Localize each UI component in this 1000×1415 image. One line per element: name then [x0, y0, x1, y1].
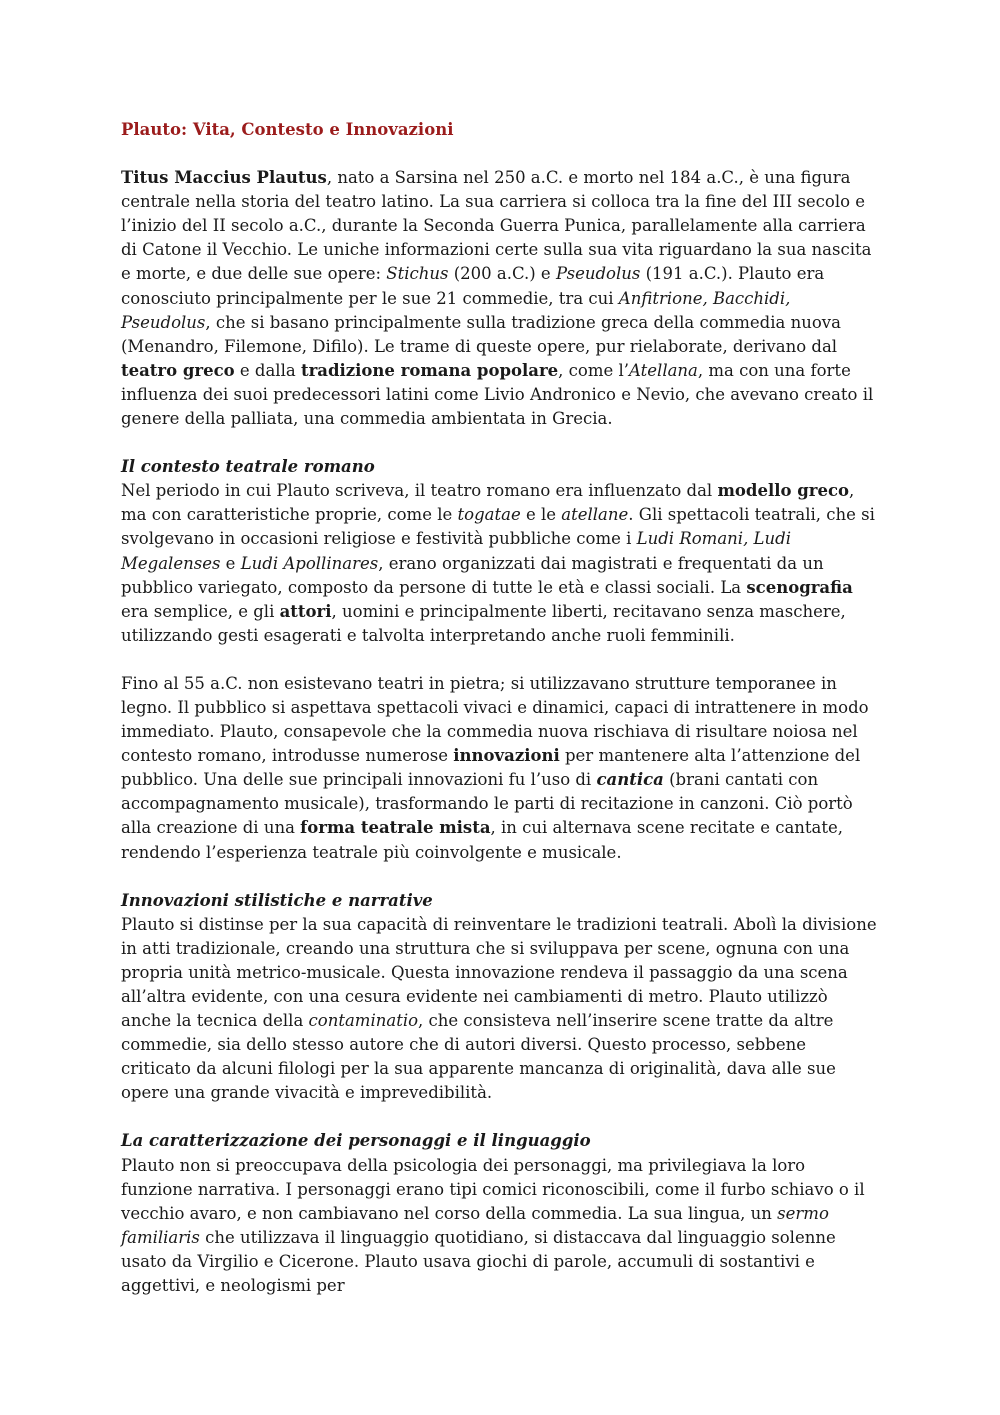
- italic-term: sermo familiaris: [121, 1203, 829, 1247]
- text-span: Plauto si distinse per la sua capacità di reinventare le tradizioni teatrali. Abolì la divisione in atti tradizionale, creando una struttura che si sviluppava per scene, ognuna con una propria unità metrico-musicale. Questa innovazione rendeva il passaggio da una scena all’altra evidente, con una cesura evidente nei cambiamenti di metro. Plauto utilizzò anche la tecnica della: [121, 914, 877, 1031]
- text-span: , erano organizzati dai magistrati e frequentati da un pubblico variegato, composto da persone di tutte le età e classi sociali. La: [121, 553, 824, 597]
- text-span: . Gli spettacoli teatrali, che si svolgevano in occasioni religiose e festività pubbliche come i: [121, 505, 875, 549]
- bold-term: forma teatrale mista: [300, 818, 491, 838]
- text-span: Nel periodo in cui Plauto scriveva, il teatro romano era influenzato dal: [121, 481, 718, 501]
- section1-paragraph-1: [121, 479, 881, 648]
- text-span: era semplice, e gli: [121, 601, 280, 621]
- section-heading-contesto: Il contesto teatrale romano: [121, 457, 375, 477]
- text-span: , in cui alternava scene recitate e cantate, rendendo l’esperienza teatrale più coinvolgente e musicale.: [121, 818, 844, 862]
- bold-term: attori: [279, 601, 332, 621]
- text-span: , ma con una forte influenza dei suoi predecessori latini come Livio Andronico e Nevio, che avevano creato il genere della palliata, una commedia ambientata in Grecia.: [121, 360, 874, 429]
- text-span: e le: [520, 505, 562, 525]
- work-title: Pseudolus: [555, 264, 641, 284]
- text-span: , che consisteva nell’inserire scene tratte da altre commedie, sia dello stesso autore che di autori diversi. Questo processo, sebbene criticato da alcuni filologi per la sua apparente mancanza di originalità, dava alle sue opere una grande vivacità e imprevedibilità.: [121, 1011, 836, 1103]
- author-name: Titus Maccius Plautus: [121, 168, 327, 188]
- text-span: per mantenere alta l’attenzione del pubblico. Una delle sue principali innovazioni fu l’uso di: [121, 746, 861, 790]
- italic-term: Atellana: [629, 360, 698, 380]
- text-span: (200 a.C.) e: [448, 264, 556, 284]
- text-span: Fino al 55 a.C. non esistevano teatri in pietra; si utilizzavano strutture temporanee in legno. Il pubblico si aspettava spettacoli vivaci e dinamici, capaci di intrattenere in modo immediato. Plauto, consapevole che la commedia nuova rischiava di risultare noiosa nel contesto romano, introdusse numerose: [121, 673, 869, 766]
- section3-paragraph-1: [121, 1154, 881, 1299]
- text-span: , come l’: [558, 360, 630, 380]
- document-page: [121, 118, 881, 1322]
- italic-term: togatae: [457, 505, 521, 525]
- bold-italic-term: cantica: [596, 770, 664, 790]
- bold-term: tradizione romana popolare: [300, 360, 559, 380]
- document-title: Plauto: Vita, Contesto e Innovazioni: [121, 120, 454, 139]
- text-span: , che si basano principalmente sulla tradizione greca della commedia nuova (Menandro, Filemone, Difilo). Le trame di queste opere, pur rielaborate, derivano dal: [121, 312, 841, 356]
- bold-term: innovazioni: [453, 746, 560, 766]
- work-title: Stichus: [386, 264, 449, 284]
- text-span: (brani cantati con accompagnamento musicale), trasformando le parti di recitazione in canzoni. Ciò portò alla creazione di una: [121, 770, 853, 838]
- text-span: che utilizzava il linguaggio quotidiano, si distaccava dal linguaggio solenne usato da Virgilio e Cicerone. Plauto usava giochi di parole, accumuli di sostantivi e aggettivi, e neologismi per: [121, 1227, 836, 1296]
- italic-term: Ludi Romani, Ludi Megalenses: [121, 529, 791, 573]
- bold-term: teatro greco: [121, 360, 235, 380]
- text-span: Plauto non si preoccupava della psicologia dei personaggi, ma privilegiava la loro funzione narrativa. I personaggi erano tipi comici riconoscibili, come il furbo schiavo o il vecchio avaro, e non cambiavano nel corso della commedia. La sua lingua, un: [121, 1155, 865, 1223]
- work-title: Anfitrione, Bacchidi, Pseudolus: [121, 288, 791, 332]
- section2-paragraph-1: [121, 913, 881, 1106]
- text-span: e dalla: [234, 360, 301, 380]
- italic-term: atellane: [561, 505, 629, 525]
- italic-term: contaminatio: [308, 1011, 419, 1031]
- bold-term: scenografia: [746, 577, 853, 597]
- intro-paragraph: [121, 166, 881, 431]
- italic-term: Ludi Apollinares: [240, 553, 379, 573]
- text-span: , uomini e principalmente liberti, recitavano senza maschere, utilizzando gesti esagerati e talvolta interpretando anche ruoli femminili.: [121, 601, 846, 645]
- section-heading-innovazioni: Innovazioni stilistiche e narrative: [121, 890, 433, 910]
- text-span: e: [220, 553, 241, 573]
- text-span: , nato a Sarsina nel 250 a.C. e morto nel 184 a.C., è una figura centrale nella storia del teatro latino. La sua carriera si colloca tra la fine del III secolo e l’inizio del II secolo a.C., durante la Seconda Guerra Punica, parallelamente alla carriera di Catone il Vecchio. Le uniche informazioni certe sulla sua vita riguardano la sua nascita e morte, e due delle sue opere:: [121, 168, 872, 284]
- section1-paragraph-2: [121, 672, 881, 865]
- text-span: , ma con caratteristiche proprie, come le: [121, 481, 855, 525]
- text-span: (191 a.C.). Plauto era conosciuto principalmente per le sue 21 commedie, tra cui: [121, 264, 825, 308]
- section-heading-personaggi: La caratterizzazione dei personaggi e il linguaggio: [121, 1131, 591, 1151]
- bold-term: modello greco: [717, 481, 850, 501]
